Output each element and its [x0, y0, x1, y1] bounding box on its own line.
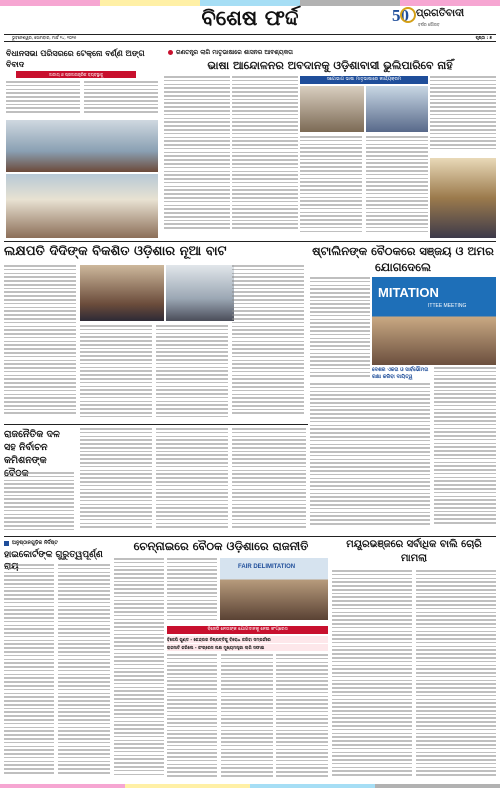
- story6-body-col2: [58, 564, 110, 782]
- story7-body-col4: [221, 654, 273, 782]
- story3-body-col1: [4, 265, 76, 421]
- story6-kicker-bullet-icon: [4, 541, 9, 546]
- story2-photo-c: [430, 158, 496, 238]
- divider: [4, 241, 496, 242]
- bottom-color-bar: [0, 784, 500, 788]
- story2-photo-a: [300, 86, 364, 132]
- story1-body-col2: [84, 81, 158, 117]
- story4-headline: ଷ୍ଟାଲିନଙ୍କ ବୈଠକରେ ସଞ୍ଜୟ ଓ ଅମର ଯୋଗଦେଲେ: [312, 244, 494, 274]
- date-line: ଭୁବନେଶ୍ୱର, ସୋମବାର, ମାର୍ଚ୍ଚ ୨୪, ୨୦୨୫: [12, 35, 77, 40]
- story8-headline: ମୟୂରଭଞ୍ଜରେ ସର୍ବାଧିକ ବାଲି ଚୋରି ମାମଲା: [346, 539, 482, 564]
- story8-body-col1: [332, 570, 412, 782]
- story4-body-col1: [310, 277, 370, 381]
- story3-headline: ଲକ୍ଷପତି ଦିଦିଙ୍କ ବିକଶିତ ଓଡ଼ିଶାର ନୂଆ ବାଟ: [4, 244, 227, 259]
- story-mayurbhanj: [332, 538, 496, 784]
- brand-tagline: ବର୍ଷର ଗୌରବ: [418, 22, 440, 27]
- story3-body-col4: [232, 265, 304, 421]
- story5-body-col4: [232, 428, 306, 532]
- story4-body-col3: [310, 383, 430, 531]
- story2-body-col5: [430, 76, 496, 156]
- story7-headline: ଚେନ୍ନାଇରେ ବୈଠକ ଓଡ଼ିଶାରେ ରାଜନୀତି: [133, 539, 309, 553]
- story2-body-col2: [232, 76, 298, 238]
- story7-caption: ବିଜେଡି ନେତାଙ୍କ ଯୋଗଦାନକୁ ନେଇ କଂଗ୍ରେସ: [167, 626, 328, 634]
- brand-name: ପ୍ରଗତିବାଦୀ: [416, 8, 465, 19]
- story3-photo-b: [166, 265, 234, 321]
- story2-body-col3: [300, 136, 362, 238]
- story2-kicker: ଗଣତନ୍ତ୍ର ଲାଗି ମାତୃଭାଷାରେ ଶାସନର ଆବଶ୍ୟକତା: [176, 49, 293, 56]
- story5-top-rule: [4, 424, 308, 425]
- story7-body-col1: [114, 558, 164, 782]
- story7-sub1: ବିଜେପି ଗୁଣ୍ଡ - କେନ୍ଦ୍ରର ନିଷ୍ପତ୍ତିକୁ ବିରୋଧ କରିବା ସମ୍ପର୍କରେ: [167, 636, 328, 643]
- anniversary-ring-icon: [400, 7, 416, 23]
- story-lakhpati: [4, 243, 304, 421]
- story2-headline: ଭାଷା ଆନ୍ଦୋଳନର ଅବଦାନକୁ ଓଡ଼ିଶାବାସୀ ଭୁଲିପାରିବେ ନାହିଁ: [207, 59, 453, 72]
- story-high-court: [4, 538, 110, 784]
- story1-body: [6, 81, 80, 117]
- story3-photo-a: [80, 265, 164, 321]
- story4-quote: ଦେଶର ଏକତା ଓ ସାର୍ବଭୌମତା ରକ୍ଷା କରିବା ଦାୟିତ୍ୱ: [372, 367, 429, 380]
- story3-body-col2: [80, 325, 152, 421]
- story5-body-col3: [156, 428, 228, 532]
- story-language: [164, 46, 496, 240]
- story7-photo: [220, 558, 328, 620]
- story2-kicker-bullet-icon: [168, 50, 173, 55]
- story4-banner-text: MITATION: [378, 285, 439, 300]
- story-stalin: [310, 243, 496, 533]
- section-title: ବିଶେଷ ଫର୍ଦ୍ଦ: [201, 6, 299, 30]
- story1-headline: ବିଧାନସଭା ପରିସରରେ ଟେକ୍ନୋ ବର୍ଣ୍ଣ ଅଙ୍ଗ ବିବାଦ: [6, 49, 145, 69]
- story5-body-col1: [4, 472, 74, 532]
- anniversary-logo: [392, 6, 416, 28]
- story8-body-col2: [416, 570, 496, 782]
- story2-photo-caption: ସଚ୍ଚୋଭାଗ ଭାଷା ମାତୃଭାଷାରେ କାର୍ଯ୍ୟକ୍ରମ: [300, 76, 428, 84]
- divider-bottom: [4, 536, 496, 537]
- masthead: [0, 0, 500, 44]
- story2-body-col4: [366, 136, 428, 238]
- story6-headline: ହାଇକୋର୍ଟଙ୍କ ଗୁରୁତ୍ୱପୂର୍ଣ୍ଣ: [4, 550, 103, 560]
- story6-kicker: ଅନୁଷ୍ଠାନଗୁଡ଼ିକ ନିର୍ଦ୍ଦିଷ୍ଟ: [12, 540, 58, 546]
- story4-body-col2: [434, 367, 496, 531]
- story1-photo-bottom: [6, 174, 158, 238]
- story6-body-col1: [4, 564, 54, 782]
- story5-body-col2: [80, 428, 152, 532]
- story3-body-col3: [156, 325, 228, 421]
- story7-banner: FAIR DELIMITATION: [238, 564, 296, 570]
- story-left-top: [4, 46, 160, 240]
- story2-body-col1: [164, 76, 230, 238]
- story7-body-col5: [276, 654, 328, 782]
- story1-tag: ଜାତୀୟ ଓ ପ୍ରଜାତାନ୍ତ୍ରିକ ବ୍ୟବସ୍ଥାକୁ: [16, 71, 136, 78]
- story5-headline: ରାଜନୈତିକ ଦଳ ସହ ନିର୍ବାଚନ କମିଶନଙ୍କ: [4, 429, 60, 466]
- page-number: ପୃଷ୍ଠା : ୭: [475, 35, 492, 40]
- story7-body-col2: [167, 558, 217, 624]
- story-election-commission: [4, 424, 308, 534]
- story7-body-col3: [167, 654, 217, 782]
- story7-sub2: ରାଜନୀତି କରିଲେ - କଂଗ୍ରେସ ଲକ୍ଷ ମୁଖ୍ୟମନ୍ତ୍ରୀ ଲାଗି ସଫାଇ: [167, 644, 328, 651]
- anniversary-years: 50: [392, 6, 409, 25]
- story-chennai: [114, 538, 328, 784]
- story4-photo: [372, 277, 496, 365]
- story4-banner-sub: ITTEE MEETING: [428, 303, 467, 309]
- story2-photo-b: [366, 86, 428, 132]
- story1-photo-top: [6, 120, 158, 172]
- dateline-bar: [4, 34, 496, 42]
